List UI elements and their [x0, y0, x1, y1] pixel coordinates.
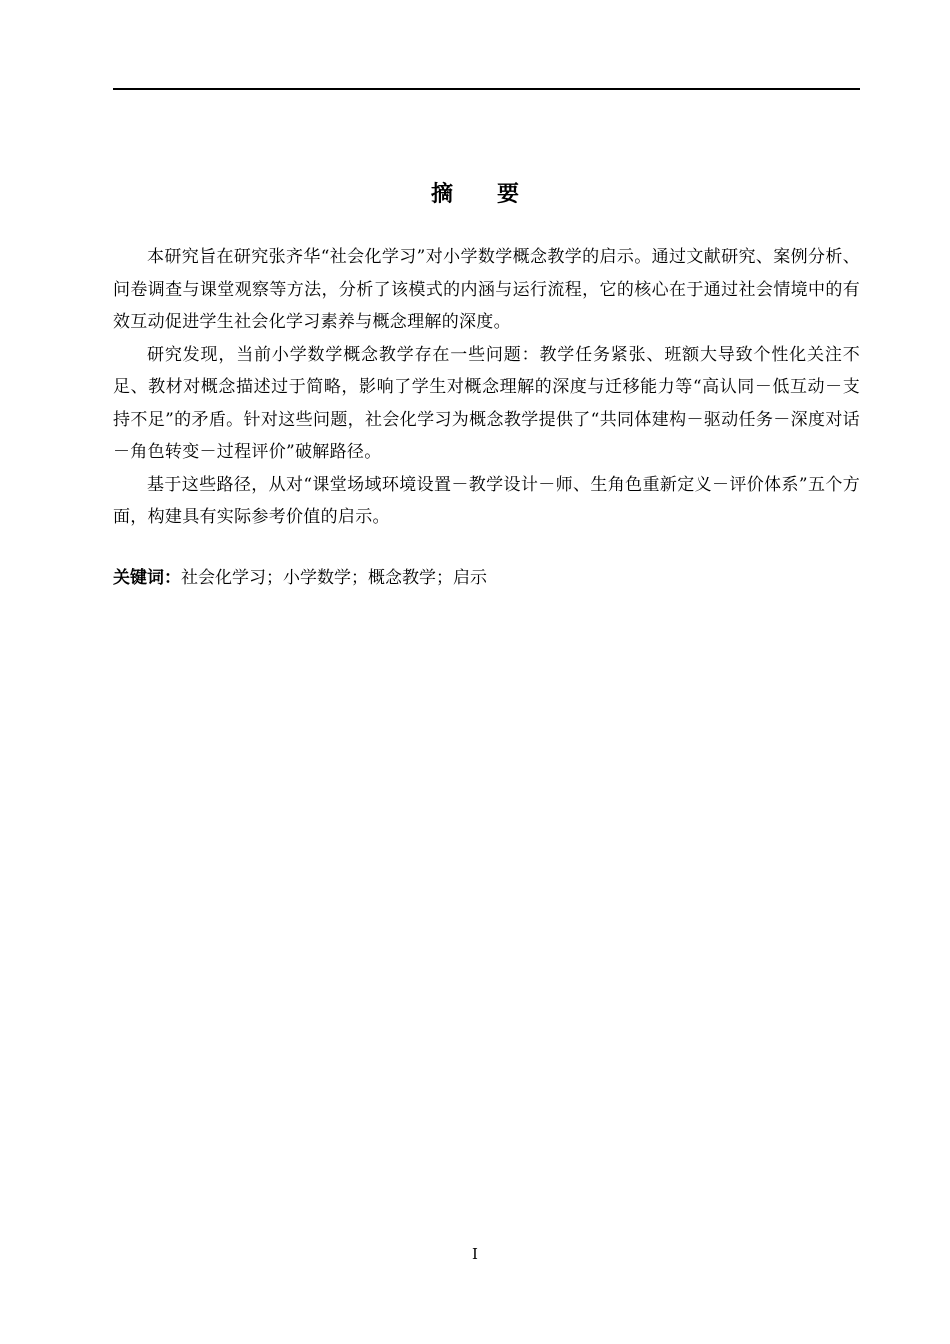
title-char-2: 要 [497, 182, 520, 207]
abstract-paragraph-1: 本研究旨在研究张齐华“社会化学习”对小学数学概念教学的启示。通过文献研究、案例分析、问卷调查与课堂观察等方法，分析了该模式的内涵与运行流程，它的核心在于通过社会情境中的有效互动促进学生社会化学习素养与概念理解的深度。 [113, 247, 860, 332]
abstract-paragraph-3: 基于这些路径，从对“课堂场域环境设置－教学设计－师、生角色重新定义－评价体系”五个方面，构建具有实际参考价值的启示。 [113, 474, 860, 527]
page-number: I [472, 1245, 478, 1263]
keywords-label: 关键词： [113, 568, 181, 588]
keywords-line [113, 562, 860, 594]
keywords-list: 社会化学习；小学数学；概念教学；启示 [181, 568, 487, 588]
abstract-paragraph-2: 研究发现，当前小学数学概念教学存在一些问题：教学任务紧张、班额大导致个性化关注不足、教材对概念描述过于简略，影响了学生对概念理解的深度与迁移能力等“高认同－低互动－支持不足”的矛盾。针对这些问题，社会化学习为概念教学提供了“共同体建构－驱动任务－深度对话－角色转变－过程评价”破解路径。 [113, 344, 860, 462]
header-rule [113, 88, 860, 90]
abstract-title [0, 178, 950, 212]
title-char-1: 摘 [430, 182, 453, 207]
abstract-body [113, 241, 860, 534]
